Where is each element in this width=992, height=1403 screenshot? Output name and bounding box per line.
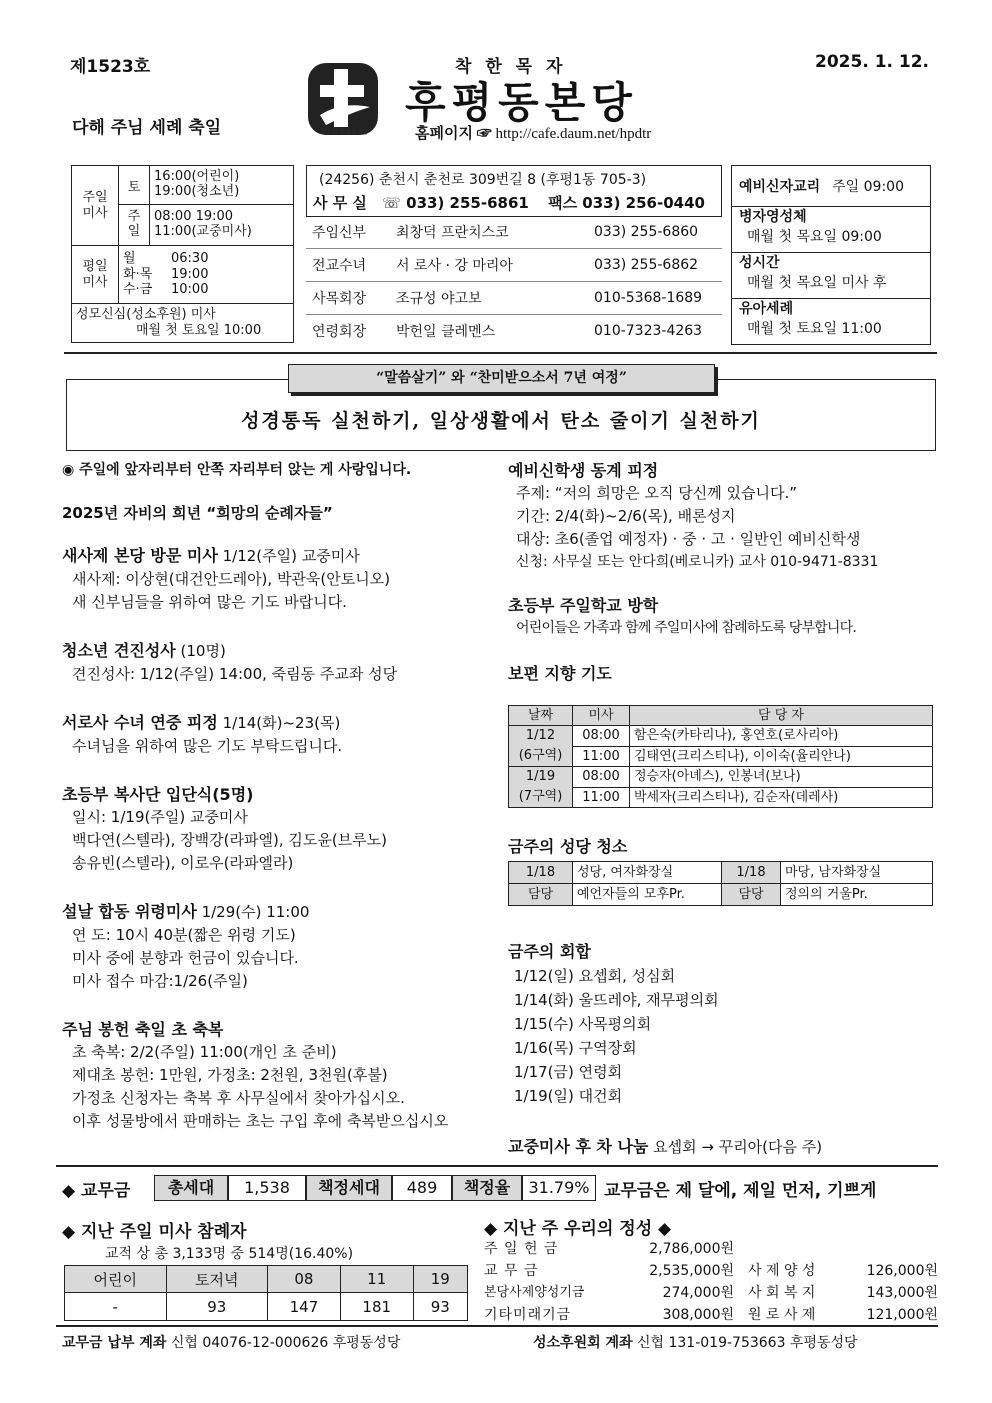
banner-tab: “말씀살기” 와 “찬미받으소서 7년 여정” <box>288 364 715 393</box>
meeting-item: 1/15(수) 사목평의회 <box>514 1015 652 1033</box>
cleaning-group: 정의의 거울Pr. <box>781 884 933 906</box>
tea-sharing <box>508 1134 822 1157</box>
prayer-head-date: 날짜 <box>509 706 573 726</box>
divider <box>56 1165 938 1167</box>
school-vacation-title: 초등부 주일학교 방학 <box>508 596 659 615</box>
prayer-people: 김태연(크리스티나), 이이숙(율리안나) <box>630 746 933 767</box>
sick-communion-row <box>732 207 930 253</box>
meeting-item: 1/14(화) 울뜨레야, 재무평의회 <box>514 991 719 1009</box>
prayer-people: 정승자(아녜스), 인봉녀(보나) <box>630 767 933 788</box>
feast-title: 다해 주님 세례 축일 <box>72 118 222 138</box>
issue-number: 제1523호 <box>70 57 151 77</box>
holy-hour-time: 매월 첫 목요일 미사 후 <box>747 275 887 291</box>
offering-value: 143,000원 <box>866 1285 938 1301</box>
vocation-account-number: 신협 131-019-753663 후평동성당 <box>632 1335 858 1351</box>
dues-account-label: 교무금 납부 계좌 <box>62 1335 167 1351</box>
right-column <box>508 459 938 685</box>
holy-hour-row <box>732 253 930 299</box>
mass-schedule-table <box>71 165 294 343</box>
altar-server-names2: 송유빈(스텔라), 이로우(라파엘라) <box>72 854 294 872</box>
new-priest-section <box>62 544 502 568</box>
staff-role: 연령회장 <box>312 324 367 340</box>
altar-server-title: 초등부 복사단 입단식(5명) <box>62 785 254 804</box>
jubilee-title: 2025년 자비의 희년 “희망의 순례자들” <box>62 504 333 522</box>
sick-communion-label: 병자영성체 <box>739 209 807 225</box>
candle-l3: 가정초 신청자는 축복 후 사무실에서 찾아가십시오. <box>72 1089 405 1107</box>
staff-row <box>306 315 722 347</box>
tea-sharing-detail: 요셉회 → 꾸리아(다음 주) <box>648 1138 823 1156</box>
confirmation-detail: 견진성사: 1/12(주일) 14:00, 죽림동 주교좌 성당 <box>72 665 398 683</box>
cleaning-group: 예언자들의 모후Pr. <box>573 884 722 906</box>
dues-assigned-label: 책정세대 <box>306 1175 392 1201</box>
offering-table <box>484 1238 938 1326</box>
prayer-head-person: 담 당 자 <box>630 706 933 726</box>
homepage-url[interactable]: http://cafe.daum.net/hpdtr <box>495 126 652 142</box>
offering-row <box>484 1260 938 1282</box>
offering-row <box>484 1282 938 1304</box>
candle-l2: 제대초 봉헌: 1만원, 가정초: 2천원, 3천원(후불) <box>72 1066 388 1084</box>
altar-server-date: 일시: 1/19(주일) 교중미사 <box>72 808 248 826</box>
cleaning-table <box>508 861 933 906</box>
offering-row <box>484 1304 938 1326</box>
weekday-times <box>119 246 294 304</box>
homepage-line <box>415 122 651 143</box>
prayer-head-mass: 미사 <box>573 706 630 726</box>
staff-row <box>306 282 722 315</box>
sick-communion-time: 매월 첫 목요일 09:00 <box>747 229 882 245</box>
retreat-detail: 수녀님을 위하여 많은 기도 부탁드립니다. <box>72 737 343 755</box>
sunday-label: 주 일 <box>119 205 150 246</box>
infant-baptism-label: 유아세례 <box>739 301 794 317</box>
heart-mass-time: 매월 첫 토요일 10:00 <box>136 322 262 338</box>
prayer-zone: (7구역) <box>518 789 563 804</box>
prayer-people: 함은숙(카타리나), 홍연호(로사리아) <box>630 726 933 747</box>
seminary-period: 기간: 2/4(화)~2/6(목), 배론성지 <box>516 507 736 525</box>
dues-rate-label: 책정율 <box>452 1175 522 1201</box>
school-vacation-detail: 어린이들은 가족과 함께 주일미사에 참례하도록 당부합니다. <box>516 620 857 636</box>
offering-value: 274,000원 <box>662 1285 734 1301</box>
seminary-apply: 신청: 사무실 또는 안다희(베로니카) 교사 010-9471-8331 <box>516 554 879 570</box>
office-fax: 팩스 033) 256-0440 <box>548 194 705 212</box>
seminary-theme: 주제: “저의 희망은 오직 당신께 있습니다.” <box>516 484 798 502</box>
lunar-mass-title: 설날 합동 위령미사 <box>62 902 197 921</box>
staff-name: 조규성 야고보 <box>396 291 482 307</box>
confirmation-title: 청소년 견진성사 <box>62 641 176 660</box>
dues-account <box>62 1332 400 1352</box>
issue-date: 2025. 1. 12. <box>815 52 930 72</box>
new-priest-date: 1/12(주일) 교중미사 <box>217 547 360 565</box>
info-box <box>731 165 931 345</box>
dues-rate: 31.79% <box>522 1175 596 1201</box>
divider <box>64 352 937 354</box>
prayer-mass-time: 11:00 <box>573 787 630 808</box>
cleaning-title: 금주의 성당 청소 <box>508 837 628 856</box>
attendance-header: 08 <box>268 1266 341 1293</box>
heart-mass <box>72 303 294 342</box>
saturday-times: 16:00(어린이) 19:00(청소년) <box>150 166 294 205</box>
weekday-hours: 06:30 19:00 10:00 <box>171 251 209 298</box>
dues-slogan: 교무금은 제 달에, 제일 먼저, 기쁘게 <box>604 1180 877 1201</box>
offering-value: 121,000원 <box>866 1307 938 1323</box>
banner-main: 성경통독 실천하기, 일상생활에서 탄소 줄이기 실천하기 <box>241 410 761 432</box>
staff-role: 주임신부 <box>312 225 367 241</box>
cleaning-date: 1/18 <box>509 862 573 884</box>
prayer-zone: (6구역) <box>518 748 563 763</box>
new-priest-prayer: 새 신부님들을 위하여 많은 기도 바랍니다. <box>72 593 347 611</box>
prayer-people: 박세자(크리스티나), 김순자(데레사) <box>630 787 933 808</box>
catechumen-label: 예비신자교리 <box>739 179 821 195</box>
dues-account-number: 신협 04076-12-000626 후평동성당 <box>166 1335 401 1351</box>
attendance-value: 147 <box>268 1293 341 1321</box>
dues-assigned: 489 <box>392 1175 452 1201</box>
attendance-header: 어린이 <box>65 1266 167 1293</box>
holy-hour-label: 성시간 <box>739 255 780 271</box>
cleaning-date: 1/18 <box>722 862 781 884</box>
attendance-header: 19 <box>413 1266 467 1293</box>
attendance-header: 토저녁 <box>166 1266 268 1293</box>
new-priest-names: 새사제: 이상현(대건안드레아), 박관욱(안토니오) <box>72 570 391 588</box>
prayer-date: 1/12 <box>525 728 556 743</box>
lunar-mass-l1: 연 도: 10시 40분(짧은 위령 기도) <box>72 926 296 944</box>
staff-role: 사목회장 <box>312 291 367 307</box>
staff-phone: 033) 255-6860 <box>594 224 699 240</box>
logo-caption: 천주교 후평동성당 <box>320 129 369 136</box>
staff-role: 전교수녀 <box>312 258 367 274</box>
attendance-value: 93 <box>413 1293 467 1321</box>
offering-key: 원 로 사 제 <box>748 1307 816 1323</box>
seminary-target: 대상: 초6(졸업 예정자) · 중 · 고 · 일반인 예비신학생 <box>516 530 861 548</box>
divider <box>56 1325 938 1327</box>
meeting-item: 1/17(금) 연령회 <box>514 1063 623 1081</box>
cleaning-area: 마당, 남자화장실 <box>781 862 933 884</box>
notice: ◉ 주일에 앞자리부터 안쪽 자리부터 앉는 게 사랑입니다. <box>62 462 412 478</box>
candle-l1: 초 축복: 2/2(주일) 11:00(개인 초 준비) <box>72 1043 337 1061</box>
sunday-times: 08:00 19:00 11:00(교중미사) <box>150 205 294 246</box>
confirmation-count: (10명) <box>175 642 226 660</box>
new-priest-title: 새사제 본당 방문 미사 <box>62 546 218 565</box>
staff-name: 최창덕 프란치스코 <box>396 225 509 241</box>
office-phone: 033) 255-6861 <box>406 194 529 212</box>
saturday-label: 토 <box>119 166 150 205</box>
staff-row <box>306 216 722 249</box>
staff-name: 서 로사 · 강 마리아 <box>396 258 513 274</box>
staff-list <box>306 216 722 347</box>
meetings-block <box>508 940 938 1108</box>
prayer-date-cell <box>509 767 573 808</box>
retreat-section <box>62 711 502 735</box>
seminary-retreat-title: 예비신학생 동계 피정 <box>508 461 659 480</box>
meeting-item: 1/16(목) 구역장회 <box>514 1039 637 1057</box>
tea-sharing-title: 교중미사 후 차 나눔 <box>508 1137 649 1156</box>
staff-name: 박헌일 클레멘스 <box>396 324 496 340</box>
offering-key: 주 일 헌 금 <box>484 1241 559 1257</box>
meetings-title: 금주의 회합 <box>508 942 591 961</box>
prayer-mass-time: 08:00 <box>573 726 630 747</box>
homepage-label: 홈페이지 ☞ <box>415 126 492 142</box>
prayer-date: 1/19 <box>525 769 556 784</box>
prayer-mass-time: 11:00 <box>573 746 630 767</box>
cleaning-area: 성당, 여자화장실 <box>573 862 722 884</box>
vocation-account <box>533 1332 858 1352</box>
altar-server-names1: 백다연(스텔라), 장백강(라파엘), 김도윤(브루노) <box>72 831 388 849</box>
offering-value: 126,000원 <box>866 1263 938 1279</box>
left-column <box>62 459 502 1133</box>
office-box <box>306 165 722 217</box>
lunar-mass-section <box>62 900 502 924</box>
staff-phone: 033) 255-6862 <box>594 257 699 273</box>
staff-phone: 010-5368-1689 <box>594 290 703 306</box>
retreat-date: 1/14(화)~23(목) <box>217 714 341 732</box>
dues-label: ◆ 교무금 <box>62 1180 131 1201</box>
weekday-days: 월 화·목 수·금 <box>123 251 153 298</box>
prayer-mass-time: 08:00 <box>573 767 630 788</box>
candle-title: 주님 봉헌 축일 초 축복 <box>62 1020 224 1039</box>
offering-value: 2,786,000원 <box>649 1241 734 1257</box>
offering-title: ◆ 지난 주 우리의 정성 ◆ <box>484 1219 672 1239</box>
parish-logo <box>300 55 385 140</box>
confirmation-section <box>62 639 502 663</box>
tagline: 착 한 목 자 <box>455 57 567 77</box>
attendance-header: 11 <box>340 1266 413 1293</box>
infant-baptism-row <box>732 299 930 344</box>
offering-value: 2,535,000원 <box>649 1263 734 1279</box>
offering-key: 사 회 복 지 <box>748 1285 816 1301</box>
lunar-mass-l3: 미사 접수 마감:1/26(주일) <box>72 972 248 990</box>
infant-baptism-time: 매월 첫 토요일 11:00 <box>747 321 882 337</box>
office-address: (24256) 춘천시 춘천로 309번길 8 (후평1동 705-3) <box>319 172 647 188</box>
offering-row <box>484 1238 938 1260</box>
lunar-mass-l2: 미사 중에 분향과 헌금이 있습니다. <box>72 949 299 967</box>
weekday-mass-label: 평일 미사 <box>72 246 119 304</box>
attendance-title: ◆ 지난 주일 미사 참례자 <box>62 1222 247 1242</box>
office-contact <box>307 192 721 213</box>
dues-bar <box>62 1175 876 1201</box>
offering-value: 308,000원 <box>662 1307 734 1323</box>
meeting-item: 1/12(일) 요셉회, 성심회 <box>514 967 676 985</box>
parish-title: 후평동본당 <box>405 78 638 127</box>
retreat-title: 서로사 수녀 연중 피정 <box>62 713 218 732</box>
phone-icon: ☏ <box>382 194 401 212</box>
heart-mass-title: 성모신심(성소후원) 미사 <box>76 307 216 323</box>
dues-total-label: 총세대 <box>154 1175 228 1201</box>
offering-key: 본당사제양성기금 <box>484 1285 585 1300</box>
attendance-table <box>64 1265 468 1321</box>
offering-key: 기타미래기금 <box>484 1307 572 1323</box>
catechumen-time: 주일 09:00 <box>832 179 905 195</box>
attendance-value: 181 <box>340 1293 413 1321</box>
candle-l4: 이후 성물방에서 판매하는 초는 구입 후에 축복받으십시오 <box>72 1112 449 1130</box>
attendance-summary: 교적 상 총 3,133명 중 514명(16.40%) <box>105 1246 354 1262</box>
staff-row <box>306 249 722 282</box>
dues-total: 1,538 <box>228 1175 306 1201</box>
catechumen-row <box>732 166 930 207</box>
meeting-item: 1/19(일) 대건회 <box>514 1087 623 1105</box>
attendance-value: - <box>65 1293 167 1321</box>
cleaning-group-label: 담당 <box>509 884 573 906</box>
office-label: 사 무 실 <box>313 194 367 212</box>
staff-phone: 010-7323-4263 <box>594 323 703 339</box>
prayer-title: 보편 지향 기도 <box>508 664 612 683</box>
lunar-mass-date: 1/29(수) 11:00 <box>196 903 310 921</box>
cleaning-group-label: 담당 <box>722 884 781 906</box>
sunday-mass-label: 주일 미사 <box>72 166 119 246</box>
vocation-account-label: 성소후원회 계좌 <box>533 1335 633 1351</box>
offering-key: 교 무 금 <box>484 1263 539 1279</box>
attendance-value: 93 <box>166 1293 268 1321</box>
prayer-table <box>508 705 933 808</box>
offering-key: 사 제 양 성 <box>748 1263 816 1279</box>
prayer-date-cell <box>509 726 573 767</box>
